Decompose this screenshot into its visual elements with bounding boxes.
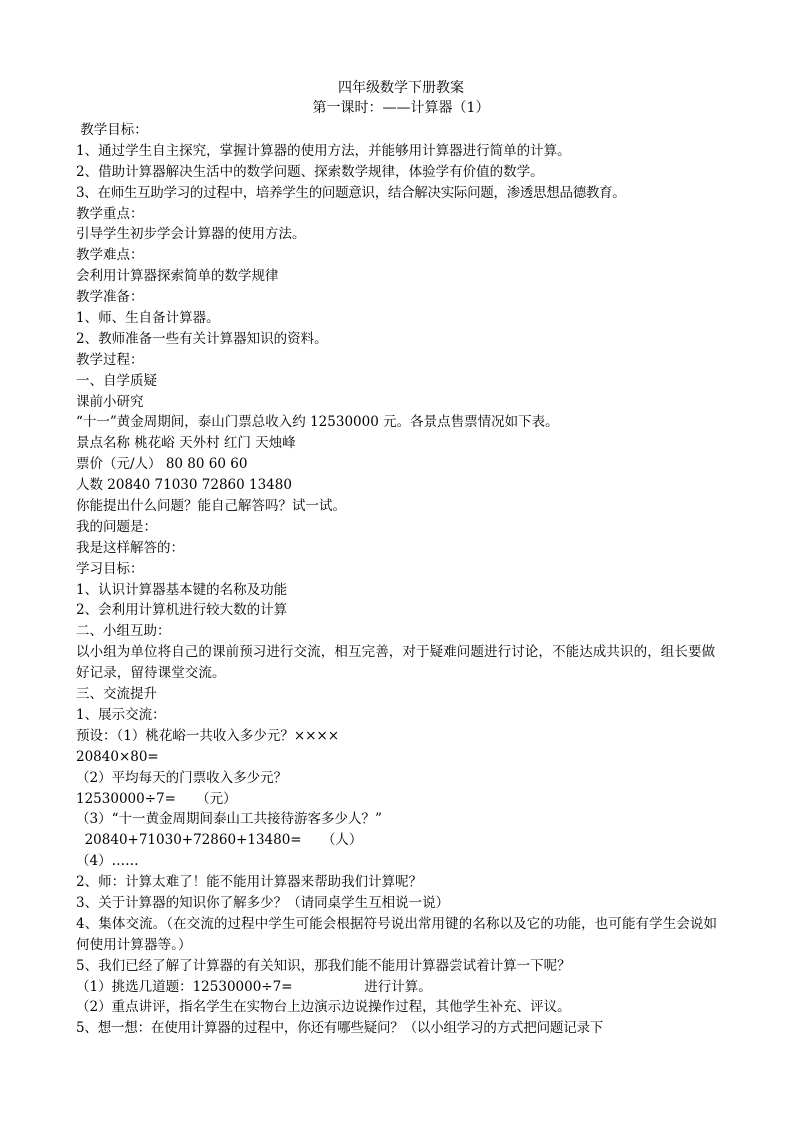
text-line: 课前小研究 bbox=[76, 393, 144, 410]
text-line: 1、认识计算器基本键的名称及功能 bbox=[76, 581, 288, 598]
text-line: 3、在师生互助学习的过程中，培养学生的问题意识，结合解决实际问题，渗透思想品德教育。 bbox=[76, 184, 626, 201]
document-subtitle: 第一课时：——计算器（1） bbox=[312, 100, 490, 116]
text-line: 教学难点： bbox=[76, 247, 144, 264]
text-paragraph: 以小组为单位将自己的课前预习进行交流，相互完善，对于疑难问题进行讨论，不能达成共识的，组长要做好记录，留待课堂交流。 bbox=[76, 644, 716, 682]
text-line: 2、会利用计算机进行较大数的计算 bbox=[76, 602, 288, 619]
text-line: （2）重点讲评，指名学生在实物台上边演示边说操作过程，其他学生补充、评议。 bbox=[76, 999, 571, 1016]
text-line: 5、我们已经了解了计算器的有关知识，那我们能不能用计算器尝试着计算一下呢？ bbox=[76, 957, 571, 974]
text-line: 20840×80= bbox=[76, 748, 159, 765]
text-paragraph: 4、集体交流。（在交流的过程中学生可能会根据符号说出常用键的名称以及它的功能，也可能有学生会说如何使用计算器等。） bbox=[76, 915, 718, 953]
text-line: 二、小组互助： bbox=[76, 623, 171, 640]
text-line: 引导学生初步学会计算器的使用方法。 bbox=[76, 226, 306, 243]
text-line: 2、师：计算太难了！能不能用计算器来帮助我们计算呢？ bbox=[76, 874, 423, 891]
text-line: 1、展示交流： bbox=[76, 706, 166, 723]
text-line: 人数 20840 71030 72860 13480 bbox=[76, 477, 292, 494]
text-line: “十一”黄金周期间，泰山门票总收入约 12530000 元。各景点售票情况如下表。 bbox=[76, 414, 559, 431]
text-line: 我是这样解答的： bbox=[76, 539, 184, 556]
text-line: 1、通过学生自主探究，掌握计算器的使用方法，并能够用计算器进行简单的计算。 bbox=[76, 142, 571, 159]
text-line: 教学准备： bbox=[76, 289, 144, 306]
document-page bbox=[76, 78, 726, 1039]
text-line: 3、关于计算器的知识你了解多少？（请同桌学生互相说一说） bbox=[76, 894, 450, 911]
text-line: 2、借助计算器解决生活中的数学问题、探索数学规律，体验学有价值的数学。 bbox=[76, 163, 544, 180]
text-line: 预设：（1）桃花峪一共收入多少元？×××× bbox=[76, 727, 340, 744]
text-line: 5、想一想：在使用计算器的过程中，你还有哪些疑问？（以小组学习的方式把问题记录下 bbox=[76, 1020, 604, 1037]
text-line: 教学重点： bbox=[76, 205, 144, 222]
text-line: 一、自学质疑 bbox=[76, 372, 157, 389]
text-line: 会利用计算器探索简单的数学规律 bbox=[76, 268, 279, 285]
text-line: 1、师、生自备计算器。 bbox=[76, 310, 220, 327]
text-line: （1）挑选几道题：12530000÷7= 进行计算。 bbox=[76, 978, 432, 995]
text-line: 2、教师准备一些有关计算器知识的资料。 bbox=[76, 330, 328, 347]
text-line: 票价（元/人） 80 80 60 60 bbox=[76, 456, 248, 473]
text-line: 我的问题是： bbox=[76, 518, 157, 535]
text-line: 20840+71030+72860+13480= （人） bbox=[76, 832, 363, 849]
text-line: 景点名称 桃花峪 天外村 红门 天烛峰 bbox=[76, 435, 296, 452]
text-line: （3）“十一黄金周期间泰山工共接待游客多少人？” bbox=[76, 811, 382, 828]
text-line: 教学目标： bbox=[76, 122, 148, 138]
text-line: 学习目标： bbox=[76, 560, 144, 577]
document-title: 四年级数学下册教案 bbox=[338, 80, 464, 96]
text-line: 12530000÷7= （元） bbox=[76, 790, 237, 807]
text-line: 教学过程： bbox=[76, 351, 144, 368]
text-line: （2）平均每天的门票收入多少元？ bbox=[76, 769, 288, 786]
text-line: 三、交流提升 bbox=[76, 686, 157, 703]
text-line: （4）…… bbox=[76, 853, 139, 870]
text-line: 你能提出什么问题？能自己解答吗？试一试。 bbox=[76, 498, 346, 515]
